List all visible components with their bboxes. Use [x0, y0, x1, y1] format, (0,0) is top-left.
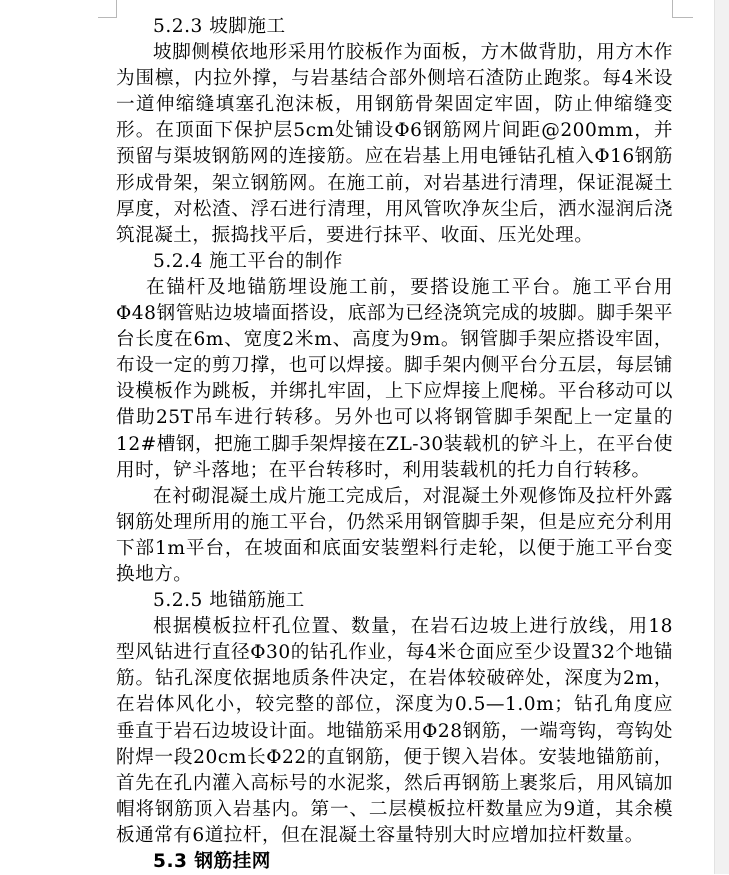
body-paragraph: 根据模板拉杆孔位置、数量，在岩石边坡上进行放线，用18型风钻进行直径Φ30的钻孔作业，每4米仓面应至少设置32个地锚筋。钻孔深度依据地质条件决定，在岩体较破碎处，深度为2m，在岩体风化小，较完整的部位，深度为0.5—1.0m；钻孔角度应垂直于岩石边坡设计面。地锚筋采用Φ28钢筋，一端弯钩，弯钩处附焊一段20cm长Φ22的直钢筋，便于锲入岩体。安装地锚筋前，首先在孔内灌入高标号的水泥浆，然后再钢筋上裹浆后，用风镐加帽将钢筋顶入岩基内。第一、二层模板拉杆数量应为9道，其余模板通常有6道拉杆，但在混凝土容量特别大时应增加拉杆数量。: [116, 616, 673, 846]
section-heading: 5.2.4 施工平台的制作: [153, 250, 343, 272]
body-paragraph: 在衬砌混凝土成片施工完成后，对混凝土外观修饰及拉杆外露钢筋处理所用的施工平台，仍然采用钢管脚手架，但是应充分利用下部1m平台，在坡面和底面安装塑料行走轮，以便于施工平台变换地方。: [116, 485, 673, 585]
section-heading: 5.2.3 坡脚施工: [153, 16, 286, 37]
section-heading: 5.2.5 地锚筋施工: [153, 590, 305, 612]
section-heading: 5.3 钢筋挂网: [153, 851, 271, 872]
crop-mark-top-left: [98, 17, 116, 18]
body-paragraph: 坡脚侧模依地形采用竹胶板作为面板，方木做背肋，用方木作为围檩，内拉外撑，与岩基结合部外侧培石渣防止跑浆。每4米设一道伸缩缝填塞孔泡沫板，用钢筋骨架固定牢固，防止伸缩缝变形。在顶面下保护层5cm处铺设Φ6钢筋网片间距@200mm，并预留与渠坡钢筋网的连接筋。应在岩基上用电锤钻孔植入Φ16钢筋形成骨架，架立钢筋网。在施工前，对岩基进行清理，保证混凝土厚度，对松渣、浮石进行清理，用风管吹净灰尘后，洒水湿润后浇筑混凝土，振捣找平后，要进行抹平、收面、压光处理。: [116, 42, 673, 246]
scrollbar-thumb[interactable]: [718, 0, 727, 874]
document-body: [116, 14, 673, 875]
vertical-scrollbar[interactable]: [714, 0, 729, 874]
body-paragraph: 在锚杆及地锚筋埋设施工前，要搭设施工平台。施工平台用Φ48钢管贴边坡墙面搭设，底部为已经浇筑完成的坡脚。脚手架平台长度在6m、宽度2米m、高度为9m。钢管脚手架应搭设牢固，布设一定的剪刀撑，也可以焊接。脚手架内侧平台分五层，每层铺设模板作为跳板，并绑扎牢固，上下应焊接上爬梯。平台移动可以借助25T吊车进行转移。另外也可以将钢管脚手架配上一定量的12#槽钢，把施工脚手架焊接在ZL-30装载机的铲斗上，在平台使用时，铲斗落地；在平台转移时，利用装载机的托力自行转移。: [116, 276, 673, 481]
crop-mark-top-right: [673, 17, 693, 18]
